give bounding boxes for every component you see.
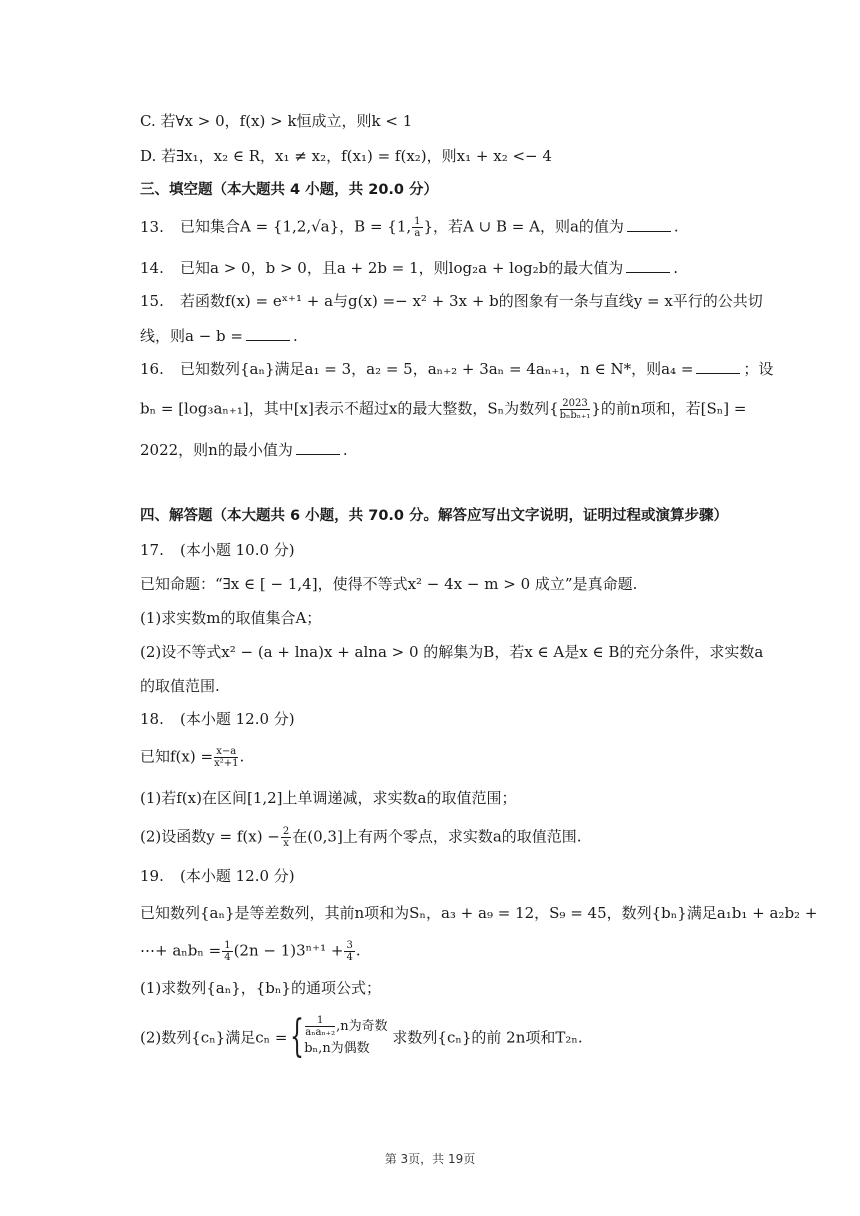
option-c: C. 若∀x > 0，f(x) > k恒成立，则k < 1	[140, 112, 413, 130]
question-19-text-4-post: 求数列{cₙ}的前 2n项和T₂ₙ.	[392, 1028, 583, 1047]
question-18-text-3-pre: (2)设函数y = f(x) −	[140, 827, 280, 846]
question-16-line-2	[140, 398, 746, 421]
question-17-number: 17.	[140, 541, 164, 559]
question-13-end: .	[673, 217, 679, 236]
question-13-text-post: }，若A ∪ B = A，则a的值为	[423, 217, 624, 236]
fraction-denominator: aₙaₙ₊₂	[305, 1027, 336, 1038]
question-19-text-2-post: .	[355, 941, 361, 960]
question-15-line-2	[140, 326, 298, 346]
left-brace-icon: {	[290, 1011, 305, 1062]
page-footer: 第 3页，共 19页	[384, 1152, 476, 1166]
question-16-text-1b: ；设	[743, 360, 774, 378]
question-16-text-2a: bₙ = [log₃aₙ₊₁]，其中[x]表示不超过x的最大整数，Sₙ为数列{	[140, 399, 559, 418]
question-13-fraction	[412, 216, 422, 239]
answer-blank[interactable]	[626, 258, 670, 273]
question-17-line-3: (2)设不等式x² − (a + lna)x + alna > 0 的解集为B，若x ∈ A是x ∈ B的充分条件，求实数a	[140, 643, 764, 661]
question-15-text-2: 线，则a − b =	[140, 327, 243, 345]
question-18-header	[140, 709, 295, 729]
case-fraction	[305, 1015, 335, 1038]
question-18-fraction	[214, 746, 238, 769]
question-14-end: .	[673, 259, 679, 277]
question-15-number: 15.	[140, 292, 164, 310]
question-16-end: .	[342, 441, 348, 459]
question-17-score: (本小题 10.0 分)	[180, 541, 295, 559]
question-14	[140, 258, 678, 278]
question-16-line-3	[140, 440, 348, 460]
question-13	[140, 216, 679, 239]
section-answer-heading: 四、解答题（本大题共 6 小题，共 70.0 分。解答应写出文字说明，证明过程或演算步骤）	[140, 508, 729, 524]
question-16-text-1: 已知数列{aₙ}满足a₁ = 3，a₂ = 5，aₙ₊₂ + 3aₙ = 4aₙ₊₁，n ∈ N*，则a₄ =	[180, 360, 694, 378]
question-19-number: 19.	[140, 867, 164, 885]
question-13-text-pre: 已知集合A = {1,2,√a}，B = {1,	[180, 217, 412, 236]
question-18-text-1-pre: 已知f(x) =	[140, 747, 214, 766]
question-18-number: 18.	[140, 710, 164, 728]
question-19-line-3: (1)求数列{aₙ}，{bₙ}的通项公式；	[140, 979, 381, 997]
fraction-denominator: 4	[224, 952, 231, 963]
question-16-text-3: 2022，则n的最小值为	[140, 441, 293, 459]
question-17-header	[140, 540, 295, 560]
question-18-line-3	[140, 826, 582, 849]
question-17-line-1: 已知命题：“∃x ∈ [ − 1,4]，使得不等式x² − 4x − m > 0 成立”是真命题.	[140, 575, 638, 593]
fraction-denominator: bₙbₙ₊₁	[559, 410, 591, 421]
fraction-denominator: a	[414, 228, 421, 239]
piecewise-case-odd	[292, 1015, 387, 1038]
question-17-line-4: 的取值范围.	[140, 677, 220, 695]
question-15-text-1: 若函数f(x) = eˣ⁺¹ + a与g(x) =− x² + 3x + b的图象有一条与直线y = x平行的公共切	[180, 292, 763, 310]
question-15-line-1	[140, 291, 763, 311]
fraction-numerator: 1	[224, 940, 231, 951]
answer-blank[interactable]	[246, 326, 290, 341]
question-19-fraction	[222, 940, 232, 963]
question-17-line-2: (1)求实数m的取值集合A；	[140, 609, 322, 627]
question-14-text: 已知a > 0，b > 0，且a + 2b = 1，则log₂a + log₂b的最大值为	[180, 259, 624, 277]
question-19-line-4	[140, 1011, 583, 1062]
question-19-text-2-mid: (2n − 1)3ⁿ⁺¹ +	[233, 941, 344, 960]
question-19-text-2-pre: ⋯+ aₙbₙ =	[140, 941, 222, 960]
answer-blank[interactable]	[296, 440, 340, 455]
question-18-text-1-post: .	[239, 747, 245, 766]
fraction-numerator: 2	[282, 826, 290, 837]
question-16-fraction	[560, 398, 591, 421]
answer-blank[interactable]	[627, 217, 671, 232]
fraction-numerator: 2023	[560, 398, 591, 410]
piecewise-definition	[290, 1011, 388, 1062]
question-18-text-3-post: 在(0,3]上有两个零点，求实数a的取值范围.	[292, 827, 582, 846]
piecewise-case-even: bₙ,n为偶数	[304, 1041, 370, 1056]
question-19-line-1: 已知数列{aₙ}是等差数列，其前n项和为Sₙ，a₃ + a₉ = 12，S₉ = 45，数列{bₙ}满足a₁b₁ + a₂b₂ +	[140, 904, 818, 922]
question-18-line-2: (1)若f(x)在区间[1,2]上单调递减，求实数a的取值范围；	[140, 789, 517, 807]
question-19-line-2	[140, 940, 361, 963]
option-d: D. 若∃x₁，x₂ ∈ R，x₁ ≠ x₂，f(x₁) = f(x₂)，则x₁ + x₂ <− 4	[140, 147, 552, 165]
question-16-text-2b: }的前n项和，若[Sₙ] =	[591, 399, 747, 418]
fraction-numerator: 1	[305, 1015, 335, 1027]
question-16-number: 16.	[140, 360, 164, 378]
fraction-numerator: 3	[346, 940, 353, 951]
question-19-text-4-pre: (2)数列{cₙ}满足cₙ =	[140, 1028, 288, 1047]
fraction-denominator: x	[283, 838, 289, 849]
question-18-line-1	[140, 746, 244, 769]
question-13-number: 13.	[140, 217, 164, 236]
question-18-score: (本小题 12.0 分)	[180, 710, 295, 728]
question-14-number: 14.	[140, 259, 164, 277]
fraction-numerator: 1	[414, 216, 421, 227]
question-19-header	[140, 866, 295, 886]
fraction-numerator: x−a	[214, 746, 238, 758]
section-fill-in-heading: 三、填空题（本大题共 4 小题，共 20.0 分）	[140, 182, 439, 198]
fraction-denominator: 4	[346, 952, 353, 963]
question-16-line-1	[140, 359, 773, 379]
answer-blank[interactable]	[696, 359, 740, 374]
question-19-score: (本小题 12.0 分)	[180, 867, 295, 885]
question-15-end: .	[293, 327, 298, 345]
question-19-fraction-2	[344, 940, 354, 963]
case-odd-text: ,n为奇数	[336, 1019, 388, 1034]
question-18-fraction-2	[281, 826, 291, 849]
fraction-denominator: x²+1	[214, 758, 239, 769]
